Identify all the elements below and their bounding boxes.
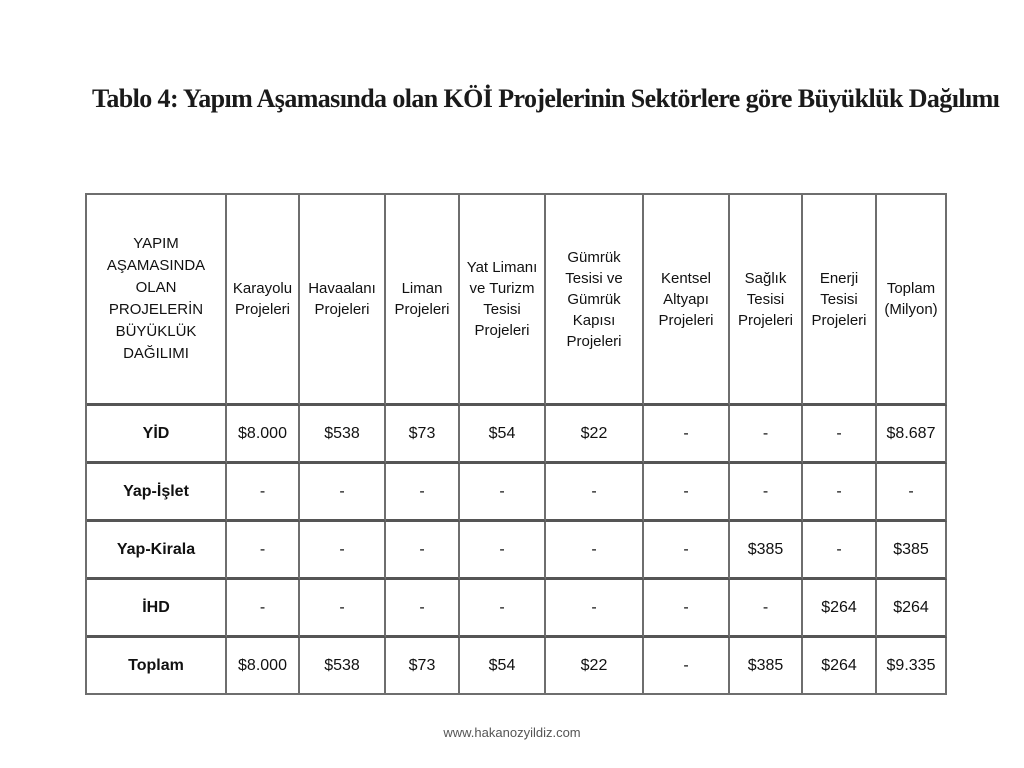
table-row [87, 406, 947, 464]
column-header-saglik: Sağlık Tesisi Projeleri [730, 195, 803, 406]
table-cell: $8.000 [227, 638, 300, 695]
table-cell: - [644, 522, 730, 580]
row-label: Yap-İşlet [87, 464, 227, 522]
column-header-toplam: Toplam (Milyon) [877, 195, 947, 406]
table-cell: - [803, 522, 877, 580]
row-label: YİD [87, 406, 227, 464]
table-cell: - [460, 522, 546, 580]
column-header-enerji: Enerji Tesisi Projeleri [803, 195, 877, 406]
column-header-gumruk: Gümrük Tesisi ve Gümrük Kapısı Projeleri [546, 195, 644, 406]
table-cell: - [644, 464, 730, 522]
table-row [87, 638, 947, 695]
table-corner-header: YAPIM AŞAMASINDA OLAN PROJELERİN BÜYÜKLÜK DAĞILIMI [87, 195, 227, 406]
table-cell: - [460, 580, 546, 638]
sector-size-table-container [85, 193, 945, 695]
table-cell: - [386, 464, 460, 522]
table-cell: $73 [386, 638, 460, 695]
table-cell: $264 [803, 580, 877, 638]
table-cell: - [546, 522, 644, 580]
table-cell: $385 [730, 638, 803, 695]
table-cell: - [227, 580, 300, 638]
table-cell: $22 [546, 406, 644, 464]
table-cell: - [644, 580, 730, 638]
table-cell: - [546, 464, 644, 522]
table-cell: - [644, 638, 730, 695]
column-header-karayolu: Karayolu Projeleri [227, 195, 300, 406]
table-cell: - [300, 580, 386, 638]
sector-size-table [85, 193, 947, 695]
table-cell: - [730, 406, 803, 464]
table-cell: - [803, 464, 877, 522]
table-cell: $54 [460, 638, 546, 695]
table-cell: $73 [386, 406, 460, 464]
table-cell: $9.335 [877, 638, 947, 695]
table-header-row [87, 195, 947, 406]
table-row [87, 464, 947, 522]
table-cell: - [546, 580, 644, 638]
table-cell: - [300, 464, 386, 522]
table-cell: $264 [877, 580, 947, 638]
table-cell: - [730, 464, 803, 522]
table-cell: - [460, 464, 546, 522]
table-cell: $54 [460, 406, 546, 464]
row-label: İHD [87, 580, 227, 638]
table-row [87, 580, 947, 638]
table-cell: $22 [546, 638, 644, 695]
table-body [87, 406, 947, 695]
column-header-yat-limani: Yat Limanı ve Turizm Tesisi Projeleri [460, 195, 546, 406]
column-header-havaalani: Havaalanı Projeleri [300, 195, 386, 406]
table-cell: $264 [803, 638, 877, 695]
table-cell: $8.000 [227, 406, 300, 464]
table-cell: - [227, 522, 300, 580]
table-cell: - [644, 406, 730, 464]
column-header-kentsel: Kentsel Altyapı Projeleri [644, 195, 730, 406]
table-row [87, 522, 947, 580]
table-cell: $385 [877, 522, 947, 580]
table-cell: - [877, 464, 947, 522]
slide-title: Tablo 4: Yapım Aşamasında olan KÖİ Projelerinin Sektörlere göre Büyüklük Dağılımı [92, 84, 1000, 113]
footer-url: www.hakanozyildiz.com [443, 725, 581, 740]
table-cell: $385 [730, 522, 803, 580]
row-label: Yap-Kirala [87, 522, 227, 580]
table-cell: - [227, 464, 300, 522]
table-cell: - [300, 522, 386, 580]
row-label: Toplam [87, 638, 227, 695]
table-cell: - [386, 522, 460, 580]
table-cell: - [803, 406, 877, 464]
table-cell: - [730, 580, 803, 638]
column-header-liman: Liman Projeleri [386, 195, 460, 406]
table-cell: $8.687 [877, 406, 947, 464]
table-cell: $538 [300, 638, 386, 695]
table-cell: - [386, 580, 460, 638]
table-cell: $538 [300, 406, 386, 464]
